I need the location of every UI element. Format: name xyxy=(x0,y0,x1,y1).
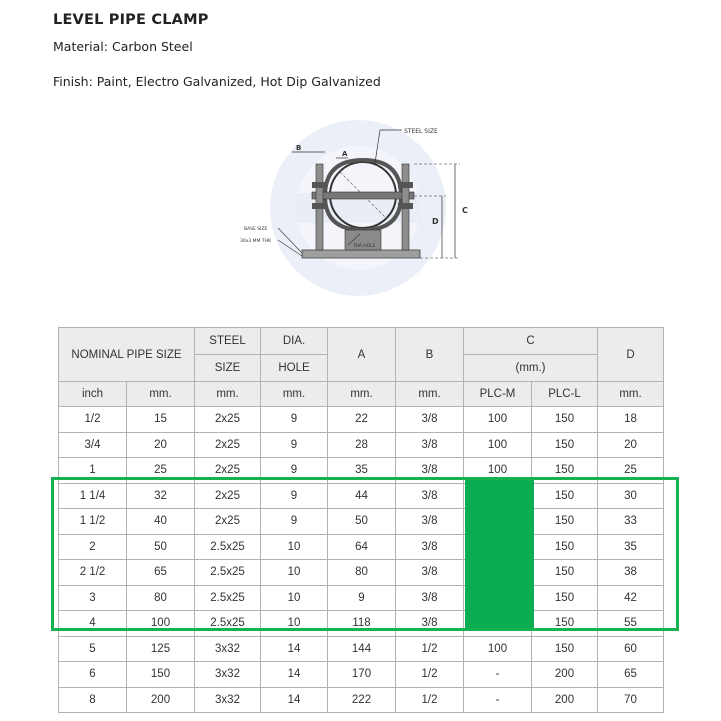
unit-cell: mm. xyxy=(396,382,464,407)
unit-cell: mm. xyxy=(598,382,664,407)
table-cell: 2 1/2 xyxy=(59,560,127,586)
table-cell: 3/4 xyxy=(59,432,127,458)
table-cell: 14 xyxy=(261,687,328,713)
table-cell: 2.5x25 xyxy=(195,534,261,560)
table-cell: 1 xyxy=(59,458,127,484)
unit-cell: PLC-L xyxy=(532,382,598,407)
table-cell: 222 xyxy=(328,687,396,713)
table-cell: 25 xyxy=(127,458,195,484)
header-dia-line2: HOLE xyxy=(261,355,328,382)
table-row xyxy=(59,687,664,713)
table-cell: 150 xyxy=(532,585,598,611)
header-b: B xyxy=(396,328,464,382)
label-dia-hole: DIA.HOLE xyxy=(354,244,376,249)
table-cell: 22 xyxy=(328,407,396,433)
finish-text: Finish: Paint, Electro Galvanized, Hot Dip Galvanized xyxy=(53,74,381,89)
header-d: D xyxy=(598,328,664,382)
table-cell: 3x32 xyxy=(195,662,261,688)
table-cell: 2x25 xyxy=(195,432,261,458)
table-cell: 2x25 xyxy=(195,458,261,484)
table-cell: 150 xyxy=(532,534,598,560)
table-cell: 80 xyxy=(127,585,195,611)
table-cell: 2x25 xyxy=(195,483,261,509)
header-a: A xyxy=(328,328,396,382)
table-cell: 100 xyxy=(464,458,532,484)
table-row xyxy=(59,509,664,535)
table-cell: 65 xyxy=(127,560,195,586)
label-base-size: BASE SIZE xyxy=(244,227,268,232)
table-cell: 2.5x25 xyxy=(195,560,261,586)
table-row xyxy=(59,432,664,458)
table-cell: 35 xyxy=(328,458,396,484)
table-body xyxy=(59,407,664,713)
table-cell: 2.5x25 xyxy=(195,585,261,611)
product-title: LEVEL PIPE CLAMP xyxy=(53,12,209,28)
table-cell: 15 xyxy=(127,407,195,433)
table-cell: 100 xyxy=(127,611,195,637)
table-cell: 28 xyxy=(328,432,396,458)
base-plate xyxy=(302,250,420,258)
label-steel-size: STEEL SIZE xyxy=(404,128,438,135)
table-cell: 150 xyxy=(532,560,598,586)
table-cell: 9 xyxy=(261,458,328,484)
table-cell: 2 xyxy=(59,534,127,560)
table-row xyxy=(59,483,664,509)
table-cell: 38 xyxy=(598,560,664,586)
unit-cell: PLC-M xyxy=(464,382,532,407)
table-cell: 144 xyxy=(328,636,396,662)
table-cell: 1/2 xyxy=(396,662,464,688)
material-text: Material: Carbon Steel xyxy=(53,39,193,54)
table-cell: 3/8 xyxy=(396,534,464,560)
table-header-row xyxy=(59,328,664,355)
label-c: C xyxy=(462,206,468,215)
table-row xyxy=(59,458,664,484)
table-cell: 64 xyxy=(328,534,396,560)
table-cell: 42 xyxy=(598,585,664,611)
table-cell: 3x32 xyxy=(195,687,261,713)
table-cell: - xyxy=(464,662,532,688)
table-cell: 32 xyxy=(127,483,195,509)
table-cell: 40 xyxy=(127,509,195,535)
table-cell: 14 xyxy=(261,636,328,662)
table-cell: 118 xyxy=(328,611,396,637)
table-cell: 2.5x25 xyxy=(195,611,261,637)
table-row xyxy=(59,611,664,637)
label-a: A xyxy=(342,150,348,158)
table-cell: 150 xyxy=(532,509,598,535)
table-row xyxy=(59,534,664,560)
table-cell: 150 xyxy=(532,483,598,509)
table-row xyxy=(59,636,664,662)
unit-cell: mm. xyxy=(328,382,396,407)
label-base-thickness: 30x3 MM THK xyxy=(240,239,271,244)
plc-m-highlight-block xyxy=(465,480,534,631)
table-cell: - xyxy=(464,687,532,713)
table-unit-row xyxy=(59,382,664,407)
table-cell: 10 xyxy=(261,611,328,637)
table-cell: 8 xyxy=(59,687,127,713)
table-cell: 1/2 xyxy=(59,407,127,433)
table-cell: 1/2 xyxy=(396,636,464,662)
unit-cell: mm. xyxy=(127,382,195,407)
table-cell: 60 xyxy=(598,636,664,662)
table-cell: 3/8 xyxy=(396,432,464,458)
table-cell: 150 xyxy=(532,407,598,433)
table-cell: 6 xyxy=(59,662,127,688)
table-cell: 10 xyxy=(261,585,328,611)
table-cell: 150 xyxy=(532,458,598,484)
table-cell: 170 xyxy=(328,662,396,688)
table-cell: 14 xyxy=(261,662,328,688)
table-cell: 50 xyxy=(328,509,396,535)
table-cell: 3/8 xyxy=(396,407,464,433)
header-c-unit: (mm.) xyxy=(464,355,598,382)
unit-cell: mm. xyxy=(195,382,261,407)
table-cell: 3 xyxy=(59,585,127,611)
table-cell: 70 xyxy=(598,687,664,713)
table-cell: 2x25 xyxy=(195,509,261,535)
table-cell: 3/8 xyxy=(396,560,464,586)
table-cell: 3/8 xyxy=(396,585,464,611)
table-row xyxy=(59,560,664,586)
table-cell: 9 xyxy=(328,585,396,611)
table-cell: 3x32 xyxy=(195,636,261,662)
table-cell: 150 xyxy=(127,662,195,688)
table-cell: 55 xyxy=(598,611,664,637)
table-cell: 20 xyxy=(598,432,664,458)
table-cell: 3/8 xyxy=(396,509,464,535)
table-cell: 1 1/2 xyxy=(59,509,127,535)
label-d: D xyxy=(432,217,439,226)
specification-table xyxy=(58,327,664,713)
table-row xyxy=(59,585,664,611)
table-cell: 100 xyxy=(464,636,532,662)
table-cell: 1/2 xyxy=(396,687,464,713)
table-cell: 9 xyxy=(261,483,328,509)
table-cell: 20 xyxy=(127,432,195,458)
table-cell: 3/8 xyxy=(396,458,464,484)
table-cell: 9 xyxy=(261,407,328,433)
label-b: B xyxy=(296,144,302,152)
table-cell: 9 xyxy=(261,432,328,458)
table-cell: 3/8 xyxy=(396,611,464,637)
unit-cell: mm. xyxy=(261,382,328,407)
table-cell: 5 xyxy=(59,636,127,662)
table-row xyxy=(59,407,664,433)
table-cell: 35 xyxy=(598,534,664,560)
pipe-clamp-diagram xyxy=(230,108,490,313)
table-cell: 200 xyxy=(127,687,195,713)
table-cell: 100 xyxy=(464,407,532,433)
table-cell: 50 xyxy=(127,534,195,560)
table-cell: 33 xyxy=(598,509,664,535)
table-cell: 200 xyxy=(532,662,598,688)
unit-cell: inch xyxy=(59,382,127,407)
header-nominal-pipe-size: NOMINAL PIPE SIZE xyxy=(59,328,195,382)
table-cell: 125 xyxy=(127,636,195,662)
table-cell: 25 xyxy=(598,458,664,484)
table-cell: 150 xyxy=(532,636,598,662)
table-cell: 30 xyxy=(598,483,664,509)
table-cell: 1 1/4 xyxy=(59,483,127,509)
table-cell: 44 xyxy=(328,483,396,509)
table-cell: 80 xyxy=(328,560,396,586)
table-cell: 100 xyxy=(464,432,532,458)
table-cell: 18 xyxy=(598,407,664,433)
table-cell: 150 xyxy=(532,611,598,637)
table-cell: 3/8 xyxy=(396,483,464,509)
table-cell: 200 xyxy=(532,687,598,713)
header-steel-line1: STEEL xyxy=(195,328,261,355)
table-cell: 150 xyxy=(532,432,598,458)
table-cell: 9 xyxy=(261,509,328,535)
table-cell: 10 xyxy=(261,534,328,560)
table-row xyxy=(59,662,664,688)
header-dia-line1: DIA. xyxy=(261,328,328,355)
table-cell: 65 xyxy=(598,662,664,688)
table-cell: 4 xyxy=(59,611,127,637)
header-steel-line2: SIZE xyxy=(195,355,261,382)
header-c: C xyxy=(464,328,598,355)
table-cell: 10 xyxy=(261,560,328,586)
table-cell: 2x25 xyxy=(195,407,261,433)
